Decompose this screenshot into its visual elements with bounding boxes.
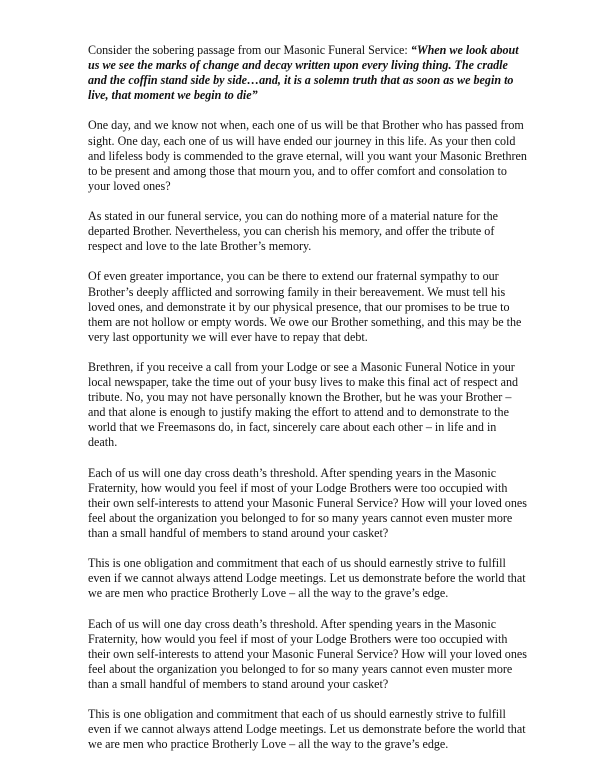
intro-paragraph xyxy=(88,43,528,103)
body-paragraph-3: Of even greater importance, you can be there to extend our fraternal sympathy to our Brother’s deeply afflicted and sorrowing family in their bereavement. We must tell his loved ones, and demonstrate it by our physical presence, that our promises to be true to them are not hollow or empty words. We owe our Brother something, and this may be the very last opportunity we will ever have to repay that debt. xyxy=(88,269,522,344)
body-paragraph-2: As stated in our funeral service, you can do nothing more of a material nature for the departed Brother. Nevertheless, you can cherish his memory, and offer the tribute of respect and love to the late Brother’s memory. xyxy=(88,209,499,254)
body-paragraph-6: This is one obligation and commitment that each of us should earnestly strive to fulfill even if we cannot always attend Lodge meetings. Let us demonstrate before the world that we are men who practice Brotherly Love – all the way to the grave’s edge. xyxy=(88,556,526,601)
body-paragraph-1: One day, and we know not when, each one of us will be that Brother who has passed from sight. One day, each one of us will have ended our journey in this life. As your then cold and lifeless body is commended to the grave eternal, will you want your Masonic Brethren to be present and among those that mourn you, and to offer comfort and consolation to your loved ones? xyxy=(88,118,527,193)
body-paragraph-8: This is one obligation and commitment that each of us should earnestly strive to fulfill even if we cannot always attend Lodge meetings. Let us demonstrate before the world that we are men who practice Brotherly Love – all the way to the grave’s edge. xyxy=(88,707,526,752)
body-paragraph-7: Each of us will one day cross death’s threshold. After spending years in the Masonic Fraternity, how would you feel if most of your Lodge Brothers were too occupied with their own self-interests to attend your Masonic Funeral Service? How will your loved ones feel about the organization you belonged to for so many years cannot even muster more than a small handful of members to stand around your casket? xyxy=(88,616,527,691)
body-paragraph-4: Brethren, if you receive a call from your Lodge or see a Masonic Funeral Notice in your local newspaper, take the time out of your busy lives to make this final act of respect and tribute. No, you may not have personally known the Brother, but he was your Brother – and that alone is enough to justify making the effort to attend and to demonstrate to the world that we Freemasons do, in fact, sincerely care about each other – in life and in death. xyxy=(88,359,519,450)
body-paragraph-5: Each of us will one day cross death’s threshold. After spending years in the Masonic Fraternity, how would you feel if most of your Lodge Brothers were too occupied with their own self-interests to attend your Masonic Funeral Service? How will your loved ones feel about the organization you belonged to for so many years cannot even muster more than a small handful of members to stand around your casket? xyxy=(88,465,527,540)
document-body xyxy=(88,43,528,768)
intro-quote: “When we look about us we see the marks of change and decay written upon every living thing. The cradle and the coffin stand side by side…and, it is a solemn truth that as soon as we begin to live, that moment we begin to die” xyxy=(88,43,519,103)
intro-lead: Consider the sobering passage from our Masonic Funeral Service: xyxy=(88,43,411,57)
